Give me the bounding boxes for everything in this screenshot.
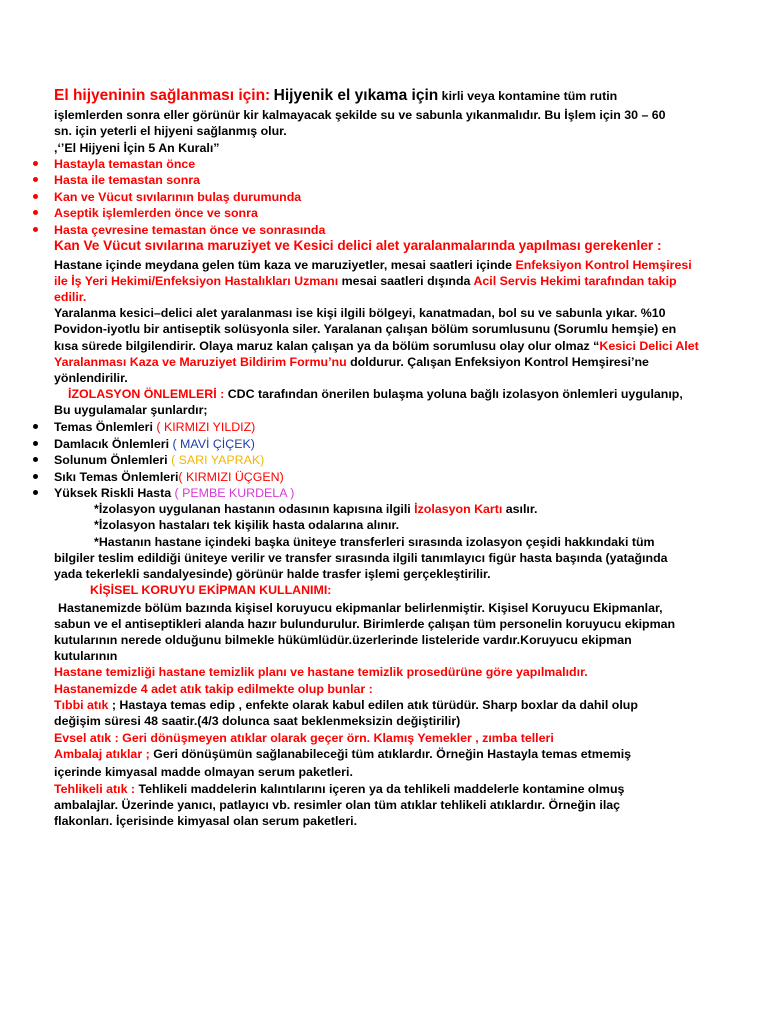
isolation-note-3-line-2: bilgiler teslim edildiği üniteye verilir ve transfer sırasında ilgili tanımlayıcı figür hasta başında (yatağında [54,551,668,565]
bullet-icon [33,490,38,495]
isolation-item-tag: ( MAVİ ÇİÇEK) [172,437,255,451]
exposure-p2-line-2: Povidon-iyotlu bir antiseptik solüsyonla siler. Yaralanan çalışan bölüm sorumlusunu (Sorumlu hemşie) en [54,322,677,336]
isolation-item-label: Sıkı Temas Önlemleri [54,470,179,484]
hazardous-waste-line-1 [54,781,624,797]
exposure-p2-line-3 [54,338,699,354]
packaging-waste-line-2: içerinde kimyasal madde olmayan serum paketleri. [54,765,353,779]
isolation-note-3-line-3: yada tekerlekli sandalyesinde) görünür halde trasfer işlemi gerçekleştirilir. [54,567,491,581]
exposure-p1-line-3: edilir. [54,290,87,304]
isolation-note-2: *İzolasyon hastaları tek kişilik hasta odalarına alınır. [94,518,400,532]
bullet-icon [33,441,38,446]
isolation-item-label: Solunum Önlemleri [54,453,168,467]
hand-washing-subheading: Hijyenik el yıkama için [273,87,439,104]
isolation-item-label: Temas Önlemleri [54,420,153,434]
bullet-icon [33,424,38,429]
isolation-item [54,469,284,485]
isolation-item-label: Yüksek Riskli Hasta [54,486,172,500]
ppe-line-1: Hastanemizde bölüm bazında kişisel koruyucu ekipmanlar belirlenmiştir. Kişisel Koruyucu Ekipmanlar, [58,601,663,615]
intro-line-3: sn. için yeterli el hijyeni sağlanmış olur. [54,124,287,138]
hazardous-waste-line-3: flakonları. İçerisinde kimyasal olan serum paketleri. [54,814,358,828]
intro-line-1-tail: kirli veya kontamine tüm rutin [441,89,618,103]
isolation-item-tag: ( PEMBE KURDELA ) [174,486,295,500]
isolation-heading: İZOLASYON ÖNLEMLERİ : [68,387,225,401]
isolation-item [54,452,264,468]
isolation-note-text: *İzolasyon uygulanan hastanın odasının kapısına ilgili [94,502,411,516]
intro-line-2: işlemlerden sonra eller görünür kir kalmayacak şekilde su ve sabunla yıkanmalıdır. Bu İşlem için 30 – 60 [54,108,666,122]
exposure-p1-line-2 [54,273,677,289]
intro-line-1 [54,88,617,104]
isolation-card-text: İzolasyon Kartı [414,502,503,516]
isolation-note-text: asılır. [505,502,538,516]
isolation-item-tag: ( SARI YAPRAK) [171,453,265,467]
cleaning-line-2: Hastanemizde 4 adet atık takip edilmekte olup bunlar : [54,682,373,696]
medical-waste-text: ; Hastaya temas edip , enfekte olarak kabul edilen atık türüdür. Sharp boxlar da dahil olup [111,698,638,712]
bullet-icon [33,227,38,232]
bullet-icon [33,457,38,462]
ppe-line-4: kutularının [54,649,118,663]
isolation-text: CDC tarafından önerilen bulaşma yoluna bağlı izolasyon önlemleri uygulanıp, [227,387,683,401]
isolation-item-label: Damlacık Önlemleri [54,437,170,451]
domestic-waste-line: Evsel atık : Geri dönüşmeyen atıklar olarak geçer örn. Klamış Yemekler , zımba telleri [54,731,554,745]
exposure-p1-line-1 [54,257,692,273]
bullet-icon [33,194,38,199]
exposure-p2-text: kısa sürede bilgilendirir. Olaya maruz kalan çalışan ya da bölüm sorumlusu olay olur olmaz “ [54,339,600,353]
hazardous-waste-label: Tehlikeli atık : [54,782,136,796]
packaging-waste-label: Ambalaj atıklar ; [54,747,150,761]
ppe-heading: KİŞİSEL KORUYU EKİPMAN KULLANIMI: [90,583,332,597]
hazardous-waste-line-2: ambalajlar. Üzerinde yanıcı, patlayıcı vb. resimler olan tüm atıklar tehlikeli atıklardır. Örneğin ilaç [54,798,621,812]
isolation-item [54,436,255,452]
isolation-item-tag: ( KIRMIZI YILDIZ) [156,420,256,434]
exposure-p1-text: Hastane içinde meydana gelen tüm kaza ve maruziyetler, mesai saatleri içinde [54,258,512,272]
isolation-note-3-line-1: *Hastanın hastane içindeki başka üniteye transferleri sırasında izolasyon çeşidi hakkındaki tüm [94,535,655,549]
exposure-p2-text: doldurur. Çalışan Enfeksiyon Kontrol Hemşiresi’ne [350,355,649,369]
isolation-note-1 [94,501,537,517]
medical-waste-label: Tıbbi atık [54,698,109,712]
isolation-item [54,485,294,501]
exposure-p2-line-1: Yaralanma kesici–delici alet yaralanması ise kişi ilgili bölgeyi, kanatmadan, bol su ve sabunla yıkar. %10 [54,306,666,320]
isolation-item [54,419,255,435]
five-moments-item: Hasta ile temastan sonra [54,173,200,187]
exposure-p1-text: mesai saatleri dışında [341,274,471,288]
five-moments-item: Hastayla temastan önce [54,157,196,171]
cleaning-line-1: Hastane temizliği hastane temizlik planı ve hastane temizlik prosedürüne göre yapılmalıdır. [54,665,588,679]
occupational-doctor-text: ile İş Yeri Hekimi/Enfeksiyon Hastalıkları Uzmanı [54,274,339,288]
packaging-waste-text: Geri dönüşümün sağlanabileceği tüm atıklardır. Örneğin Hastayla temas etmemiş [153,747,632,761]
five-moments-item: Hasta çevresine temastan önce ve sonrasında [54,223,326,237]
emergency-doctor-text: Acil Servis Hekimi tarafından takip [473,274,677,288]
bullet-icon [33,474,38,479]
hygiene-heading: El hijyeninin sağlanması için: [54,87,271,104]
bullet-icon [33,177,38,182]
five-moments-item: Aseptik işlemlerden önce ve sonra [54,206,258,220]
five-moments-title: ,‘’El Hijyeni İçin 5 An Kuralı” [54,141,220,155]
bullet-icon [33,161,38,166]
report-form-text: Yaralanması Kaza ve Maruziyet Bildirim Formu’nu [54,355,347,369]
packaging-waste-line-1 [54,746,631,762]
medical-waste-line-2: değişim süresi 48 saatir.(4/3 dolunca saat beklenmeksizin değiştirilir) [54,714,461,728]
isolation-line-2: Bu uygulamalar şunlardır; [54,403,208,417]
ppe-line-3: kutularının nerede olduğunu bilmekle hükümlüdür.üzerlerinde listeleride vardır.Koruyucu ekipman [54,633,632,647]
report-form-text: Kesici Delici Alet [599,339,699,353]
isolation-line-1 [68,386,683,402]
isolation-item-tag: ( KIRMIZI ÜÇGEN) [178,470,284,484]
ppe-line-2: sabun ve el antiseptikleri alanda hazır bulundurulur. Birimlerde çalışan tüm personelin koruyucu ekipman [54,617,676,631]
bullet-icon [33,210,38,215]
exposure-p2-line-5: yönlendirilir. [54,371,128,385]
exposure-p2-line-4 [54,354,649,370]
hazardous-waste-text: Tehlikeli maddelerin kalıntılarını içeren ya da tehlikeli maddelerle kontamine olmuş [138,782,625,796]
infection-nurse-text: Enfeksiyon Kontrol Hemşiresi [515,258,692,272]
medical-waste-line-1 [54,697,638,713]
five-moments-item: Kan ve Vücut sıvılarının bulaş durumunda [54,190,302,204]
exposure-heading: Kan Ve Vücut sıvılarına maruziyet ve Kesici delici alet yaralanmalarında yapılması gerekenler : [54,238,662,253]
